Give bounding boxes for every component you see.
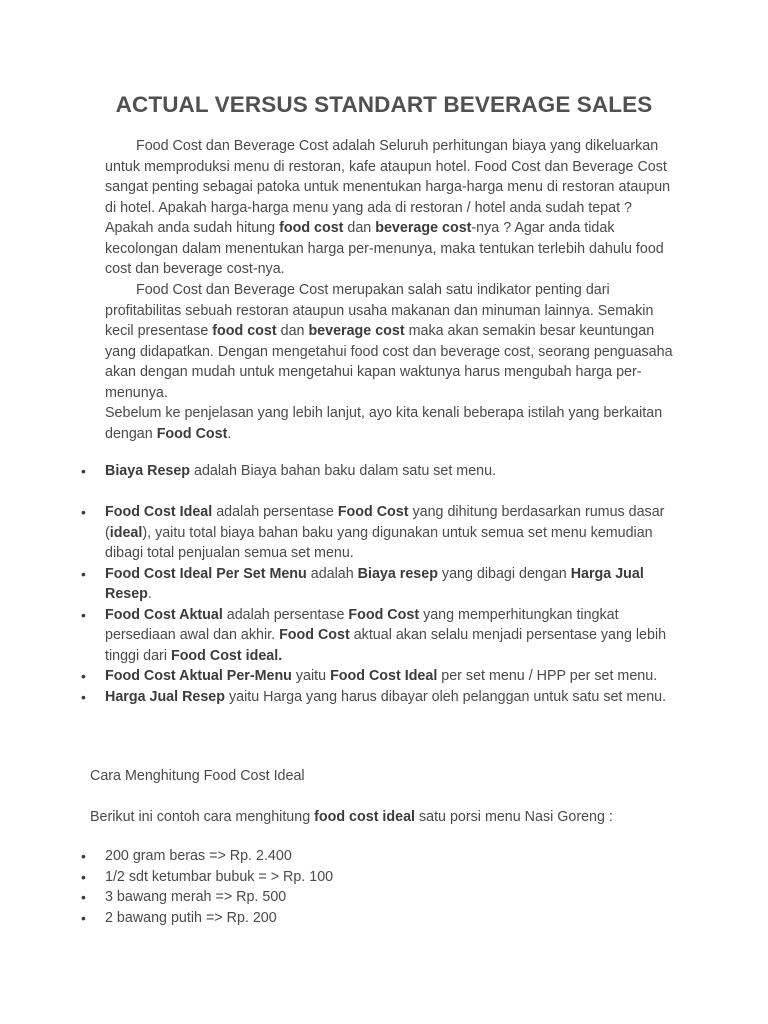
example-intro: [90, 807, 613, 828]
bold-text: ideal: [109, 524, 143, 541]
section-heading: Cara Menghitung Food Cost Ideal: [90, 768, 305, 784]
text: .: [147, 586, 152, 602]
definition-list-2: [105, 502, 675, 707]
bold-text: Food Cost: [337, 504, 409, 520]
text: ), yaitu total biaya bahan baku yang digunakan untuk semua set menu kemudian dibagi total penjualan semua set menu.: [105, 524, 653, 561]
list-item: [105, 687, 675, 708]
bold-text: Food Cost: [348, 606, 420, 623]
term: Food Cost Aktual: [105, 606, 223, 623]
term: Harga Jual Resep: [105, 688, 225, 705]
list-item: • 2 bawang putih => Rp. 200: [105, 908, 675, 929]
list-item: • 3 bawang merah => Rp. 500: [105, 887, 675, 908]
text: adalah persentase: [222, 606, 349, 623]
text: .: [227, 425, 232, 442]
paragraph-terms-intro: [105, 403, 675, 444]
bold-text: Harga Jual Resep: [105, 565, 644, 602]
text: Sebelum ke penjelasan yang lebih lanjut, ayo kita kenali beberapa istilah yang berkaitan dengan: [105, 405, 663, 442]
text: adalah persentase: [212, 504, 338, 520]
term: Food Cost Ideal: [105, 504, 213, 520]
text: maka akan semakin besar keuntungan yang didapatkan. Dengan mengetahui food cost dan beverage cost, seorang penguasaha akan dengan mudah untuk mengetahui kapan waktunya harus mengubah harga per-menunya.: [105, 323, 673, 401]
text: aktual akan selalu menjadi persentase yang lebih tinggi dari: [105, 627, 667, 664]
text: yaitu Harga yang harus dibayar oleh pelanggan untuk satu set menu.: [225, 688, 667, 705]
text: yaitu: [291, 668, 331, 684]
list-item: [105, 461, 675, 482]
paragraph-intro: [105, 136, 675, 280]
text: dan: [276, 323, 309, 339]
text: yang dihitung berdasarkan rumus dasar (: [105, 504, 665, 541]
list-item: • 200 gram beras => Rp. 2.400: [105, 846, 675, 867]
bold-text: Food Cost: [156, 425, 228, 442]
ingredient-list: [105, 846, 675, 928]
text: Food Cost dan Beverage Cost adalah Seluruh perhitungan biaya yang dikeluarkan untuk memproduksi menu di restoran, kafe ataupun hotel. Food Cost dan Beverage Cost sangat penting sebagai patoka untuk menentukan harga-harga menu di restoran ataupun di hotel. Apakah harga-harga menu yang ada di restoran / hotel anda sudah tepat ? Apakah anda sudah hitung: [105, 138, 671, 236]
list-item: [105, 605, 675, 667]
text: satu porsi menu Nasi Goreng :: [415, 809, 613, 825]
document-title: ACTUAL VERSUS STANDART BEVERAGE SALES: [115, 92, 653, 117]
term: Biaya Resep: [105, 463, 191, 479]
list-item: [105, 502, 675, 564]
text: adalah Biaya bahan baku dalam satu set menu.: [190, 463, 497, 479]
bold-text: Biaya resep: [357, 565, 438, 582]
bold-text: Food Cost Ideal: [330, 668, 438, 684]
list-item: [105, 666, 675, 687]
text: per set menu / HPP per set menu.: [437, 668, 658, 684]
bold-text: food cost: [279, 220, 344, 236]
bold-text: food cost ideal: [314, 809, 416, 825]
term: Food Cost Ideal Per Set Menu: [105, 565, 307, 582]
text: yang dibagi dengan: [437, 565, 571, 582]
paragraph-profitability: [105, 280, 675, 403]
bold-text: food cost: [212, 323, 277, 339]
bold-text: beverage cost: [375, 220, 472, 236]
text: Food Cost dan Beverage Cost merupakan salah satu indikator penting dari profitabilitas sebuah restoran ataupun usaha makanan dan minuman lainnya. Semakin kecil presentase: [105, 282, 654, 339]
bold-text: Food Cost: [279, 627, 350, 643]
text: adalah: [306, 565, 358, 582]
bold-text: beverage cost: [308, 323, 405, 339]
term: Food Cost Aktual Per-Menu: [105, 668, 292, 684]
list-item: [105, 564, 675, 605]
bold-text: Food Cost ideal.: [170, 647, 283, 664]
definition-list-1: [105, 461, 675, 482]
list-item: • 1/2 sdt ketumbar bubuk = > Rp. 100: [105, 867, 675, 888]
text: yang memperhitungkan tingkat persediaan awal dan akhir.: [105, 606, 619, 643]
text: -nya ? Agar anda tidak kecolongan dalam menentukan harga per-menunya, maka tentukan terlebih dahulu food cost dan beverage cost-nya.: [105, 220, 664, 277]
text: dan: [343, 220, 376, 236]
text: Berikut ini contoh cara menghitung: [90, 809, 315, 825]
